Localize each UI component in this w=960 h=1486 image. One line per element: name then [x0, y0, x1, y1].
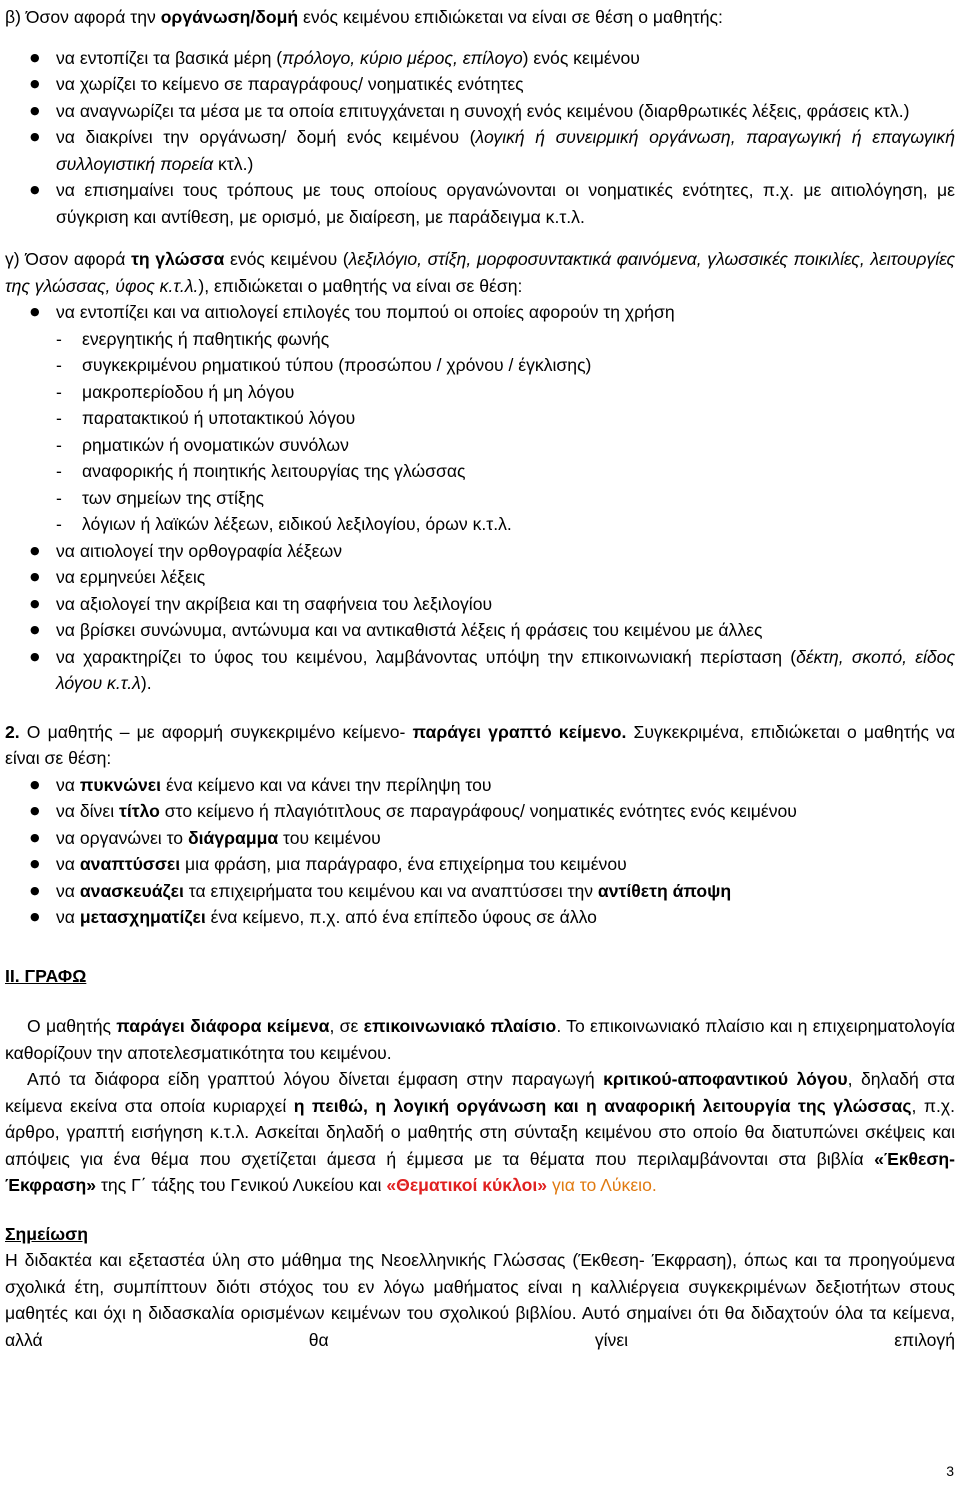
dash-text: συγκεκριμένου ρηματικού τύπου (προσώπου / χρόνου / έγκλισης)	[82, 355, 592, 375]
item-text: του κειμένου	[278, 827, 381, 848]
list-item	[5, 617, 955, 644]
list-item	[5, 798, 955, 825]
list-item	[5, 904, 955, 931]
item-text: μια φράση, μια παράγραφο, ένα επιχείρημα του κειμένου	[180, 854, 627, 874]
dash-text: λόγιων ή λαϊκών λέξεων, ειδικού λεξιλογίου, όρων κ.τ.λ.	[82, 514, 512, 534]
item-text: να επισημαίνει τους τρόπους με τους οποίους οργανώνονται οι νοηματικές ενότητες, π.χ. με αιτιολόγηση, με σύγκριση και αντίθεση, με ορισμό, με διαίρεση, με παράδειγμα κ.τ.λ.	[56, 180, 955, 227]
gamma-dash-list	[5, 326, 955, 538]
item-text: να εντοπίζει τα βασικά μέρη (	[56, 47, 283, 68]
list-item	[5, 878, 955, 905]
list-item	[5, 825, 955, 852]
note-heading: Σημείωση	[5, 1223, 88, 1244]
list-item	[5, 538, 955, 565]
item-text: να	[56, 880, 80, 901]
book-title: «Έκθεση-Έκφραση»	[5, 1148, 955, 1195]
list-item	[5, 644, 955, 697]
dash-mark: -	[56, 461, 62, 481]
dash-item	[5, 352, 955, 379]
item-text: να αιτιολογεί την ορθογραφία λέξεων	[56, 540, 343, 561]
item-text: να δίνει	[56, 801, 119, 821]
list-item	[5, 564, 955, 591]
section-II-paragraph-2	[5, 1066, 955, 1199]
dash-item	[5, 511, 955, 538]
item-text: κτλ.)	[213, 153, 254, 174]
item-text: ένα κείμενο και να κάνει την περίληψη του	[161, 774, 492, 795]
gamma-intro	[5, 246, 955, 299]
dash-mark: -	[56, 355, 62, 375]
dash-mark: -	[56, 434, 62, 455]
dash-item	[5, 379, 955, 406]
list-item	[5, 851, 955, 878]
item-text: να βρίσκει συνώνυμα, αντώνυμα και να αντικαθιστά λέξεις ή φράσεις του κειμένου με άλλες	[56, 620, 763, 640]
book-title-red: «Θεματικοί κύκλοι»	[386, 1175, 548, 1195]
item-text: να χαρακτηρίζει το ύφος του κειμένου, λαμβάνοντας υπόψη την επικοινωνιακή περίσταση (	[56, 646, 797, 667]
item-text: ).	[140, 673, 152, 693]
item-text: να	[56, 907, 80, 927]
section-heading-grafo: ΙΙ. ΓΡΑΦΩ	[5, 965, 87, 986]
para-text: Ο μαθητής	[27, 1016, 117, 1036]
item-text: να οργανώνει το	[56, 827, 188, 848]
dash-item	[5, 432, 955, 459]
dash-text: παρατακτικού ή υποτακτικού λόγου	[82, 408, 356, 428]
item-text: στο κείμενο ή πλαγιότιτλους σε παραγράφους/ νοηματικές ενότητες ενός κειμένου	[159, 801, 797, 821]
note-text: Η διδακτέα και εξεταστέα ύλη στο μάθημα της Νεοελληνικής Γλώσσας (Έκθεση- Έκφραση), όπως και τα προηγούμενα σχολικά έτη, συμπίπτουν διότι στόχος του εν λόγω μαθήματος είναι η καλλιέργεια συγκεκριμένων δεξιοτήτων στους μαθητές και όχι η διδασκαλία ορισμένων κειμένων του σχολικού βιβλίου. Αυτό σημαίνει ότι θα διδαχτούν όλα τα κείμενα, αλλά θα γίνει επιλογή	[5, 1250, 955, 1350]
list-item	[5, 591, 955, 618]
dash-item	[5, 326, 955, 353]
dash-text: των σημείων της στίξης	[82, 487, 265, 508]
page-number: 3	[946, 1463, 954, 1479]
dash-mark: -	[56, 328, 62, 349]
section-two-end: Συγκεκριμένα, επιδιώκεται ο μαθητής να είναι σε θέση:	[5, 721, 956, 768]
gamma-intro-text: γ) Όσον αφορά	[5, 249, 132, 269]
item-bold: τίτλο	[119, 801, 160, 821]
item-text: ) ενός κειμένου	[522, 47, 640, 68]
para-text: της Γ΄ τάξης του Γενικού Λυκείου και	[96, 1175, 387, 1195]
para-bold: επικοινωνιακό πλαίσιο	[363, 1016, 557, 1036]
section-two-text: Ο μαθητής – με αφορμή συγκεκριμένο κείμενο-	[19, 721, 413, 742]
beta-intro-end: ενός κειμένου επιδιώκεται να είναι σε θέση ο μαθητής:	[298, 7, 723, 27]
item-text: να εντοπίζει και να αιτιολογεί επιλογές του πομπού οι οποίες αφορούν τη χρήση	[56, 302, 675, 322]
beta-intro-text: β) Όσον αφορά την	[5, 7, 161, 27]
item-bold: ανασκευάζει	[79, 880, 184, 901]
beta-list	[5, 45, 955, 231]
section-II-paragraph-1	[5, 1013, 955, 1066]
item-text: να αναγνωρίζει τα μέσα με τα οποία επιτυγχάνεται η συνοχή ενός κειμένου (διαρθρωτικές λέξεις, φράσεις κτλ.)	[56, 100, 910, 121]
dash-text: μακροπερίοδου ή μη λόγου	[82, 381, 295, 402]
list-item	[5, 177, 955, 230]
dash-text: ρηματικών ή ονοματικών συνόλων	[82, 434, 349, 455]
dash-mark: -	[56, 408, 62, 428]
item-italic: δέκτη, σκοπό, είδος λόγου κ.τ.λ	[56, 646, 955, 693]
item-text: ένα κείμενο, π.χ. από ένα επίπεδο ύφους σε άλλο	[205, 907, 597, 927]
item-text: να	[56, 854, 80, 874]
item-text: τα επιχειρήματα του κειμένου και να αναπτύσσει την	[183, 880, 598, 901]
para-text: , σε	[329, 1016, 364, 1036]
gamma-list	[5, 538, 955, 697]
list-item	[5, 772, 955, 799]
dash-item	[5, 458, 955, 485]
item-text: να διακρίνει την οργάνωση/ δομή ενός κειμένου (	[56, 127, 476, 147]
gamma-intro-italic: λεξιλόγιο, στίξη, μορφοσυντακτικά φαινόμενα, γλωσσικές ποικιλίες, λειτουργίες της γλώσσας, ύφος κ.τ.λ.	[5, 249, 956, 296]
section-two-bold: παράγει γραπτό κείμενο.	[412, 721, 627, 742]
para-text: , π.χ. άρθρο, γραπτή εισήγηση κ.τ.λ. Ασκείται δηλαδή ο μαθητής στη σύνταξη κειμένου στο οποίο θα διατυπώνει σκέψεις και απόψεις για ένα θέμα που σχετίζεται άμεσα ή έμμεσα με τα θέματα που περιλαμβάνονται στα βιβλία	[5, 1095, 955, 1169]
gamma-intro-bold: τη γλώσσα	[131, 249, 225, 269]
para-text-orange: για το Λύκειο.	[547, 1175, 657, 1195]
list-item	[5, 71, 955, 98]
gamma-intro-mid: ενός κειμένου (	[224, 249, 349, 269]
dash-mark: -	[56, 514, 62, 534]
dash-item	[5, 405, 955, 432]
item-bold: πυκνώνει	[79, 774, 162, 795]
list-item	[5, 45, 955, 72]
list-item	[5, 98, 955, 125]
item-bold: μετασχηματίζει	[79, 907, 206, 927]
gamma-intro-end: ), επιδιώκεται ο μαθητής να είναι σε θέση:	[198, 275, 523, 296]
dash-text: ενεργητικής ή παθητικής φωνής	[82, 328, 330, 349]
para-bold: η πειθώ, η λογική οργάνωση και η αναφορική λειτουργία της γλώσσας	[293, 1095, 912, 1116]
beta-intro-bold: οργάνωση/δομή	[160, 7, 299, 27]
para-bold: κριτικού-αποφαντικού λόγου	[603, 1069, 848, 1089]
para-bold: παράγει διάφορα κείμενα	[116, 1016, 330, 1036]
section-two-intro	[5, 719, 955, 772]
item-italic: πρόλογο, κύριο μέρος, επίλογο	[282, 47, 523, 68]
dash-mark: -	[56, 381, 62, 402]
item-bold: αντίθετη άποψη	[597, 880, 732, 901]
para-text: . Το επικοινωνιακό πλαίσιο και η επιχειρηματολογία καθορίζουν την αποτελεσματικότητα του κειμένου.	[5, 1016, 956, 1063]
item-bold: αναπτύσσει	[79, 854, 181, 874]
item-text: να χωρίζει το κείμενο σε παραγράφους/ νοηματικές ενότητες	[56, 74, 524, 94]
para-text: Από τα διάφορα είδη γραπτού λόγου δίνεται έμφαση στην παραγωγή	[27, 1069, 604, 1089]
document-page	[5, 0, 955, 1353]
item-bold: διάγραμμα	[187, 827, 279, 848]
item-text: να	[56, 774, 80, 795]
dash-text: αναφορικής ή ποιητικής λειτουργίας της γλώσσας	[82, 461, 466, 481]
dash-mark: -	[56, 487, 62, 508]
list-item	[5, 124, 955, 177]
item-text: να αξιολογεί την ακρίβεια και τη σαφήνεια του λεξιλογίου	[56, 593, 493, 614]
para-text: , δηλαδή στα κείμενα εκείνα στα οποία κυριαρχεί	[5, 1069, 955, 1116]
gamma-list-first	[5, 299, 955, 326]
dash-item	[5, 485, 955, 512]
section-number: 2.	[5, 721, 20, 742]
list-item	[5, 299, 955, 326]
beta-intro	[5, 4, 955, 31]
item-italic: λογική ή συνειρμική οργάνωση, παραγωγική ή επαγωγική συλλογιστική πορεία	[56, 127, 955, 174]
item-text: να ερμηνεύει λέξεις	[56, 567, 206, 587]
section-two-list	[5, 772, 955, 931]
